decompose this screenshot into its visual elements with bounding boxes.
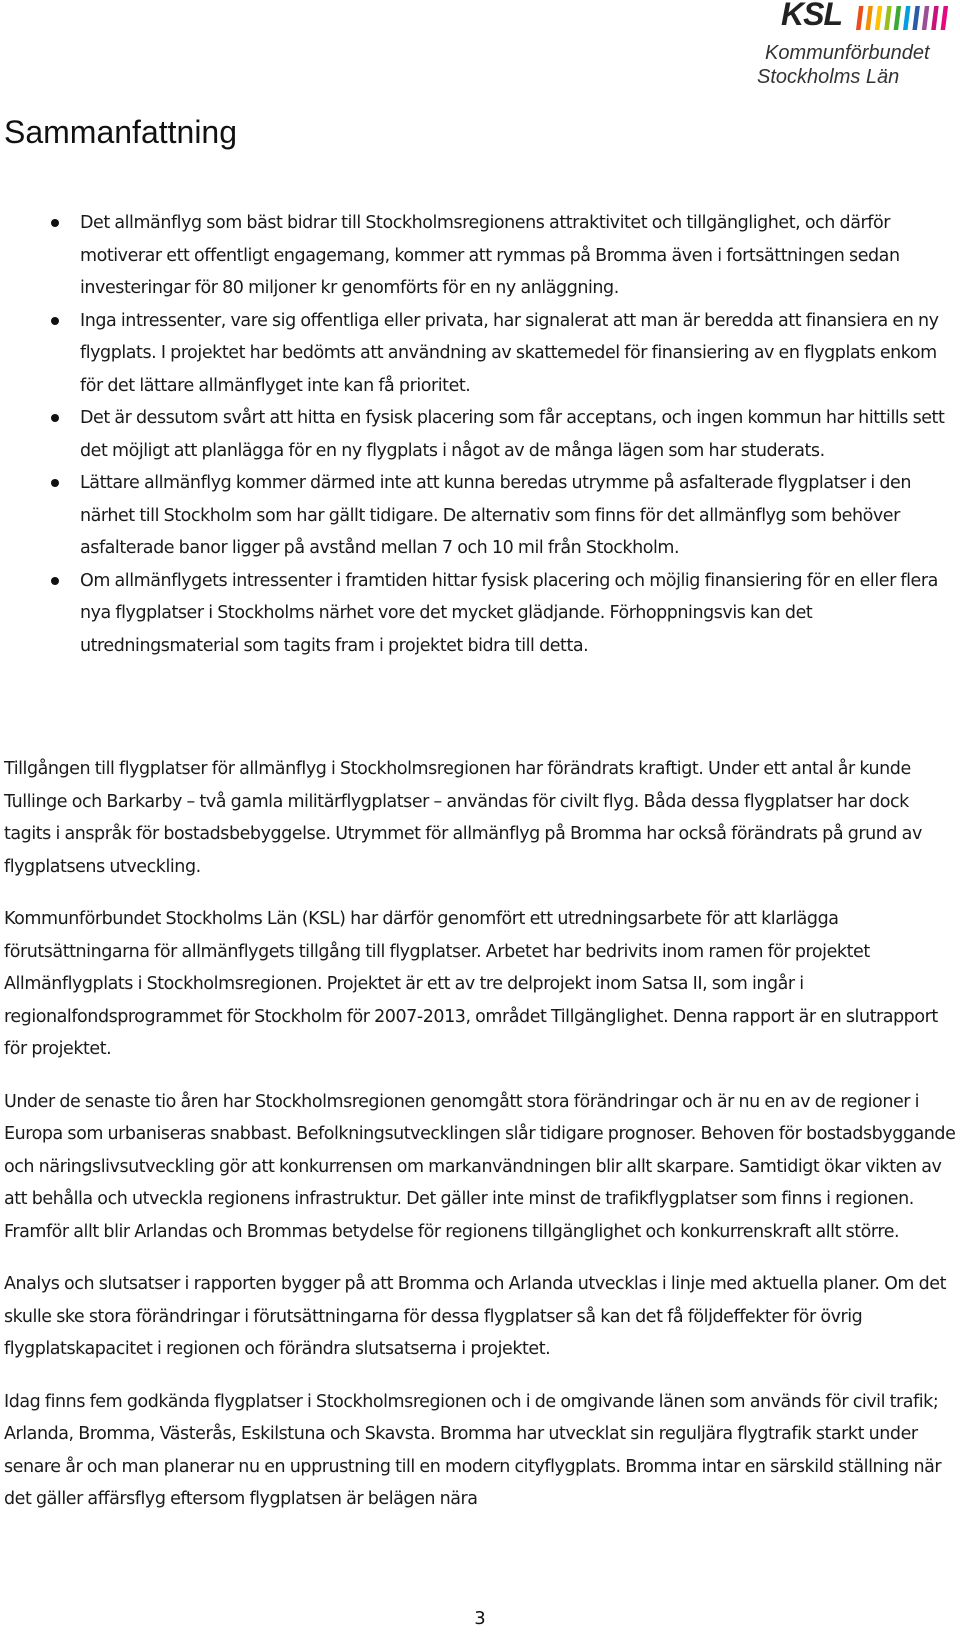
logo-stripe bbox=[922, 6, 930, 30]
logo-stripe bbox=[931, 6, 939, 30]
paragraph: Kommunförbundet Stockholms Län (KSL) har därför genomfört ett utredningsarbete för att klarlägga förutsättningarna för allmänflygets tillgång till flygplatser. Arbetet har bedrivits inom ramen för projektet Allmänflygplats i Stockholmsregionen. Projektet är ett av tre delprojekt inom Satsa II, som ingår i regionalfondsprogrammet för Stockholm för 2007-2013, området Tillgänglighet. Denna rapport är en slutrapport för projektet. bbox=[4, 909, 938, 1059]
paragraph: Analys och slutsatser i rapporten bygger på att Bromma och Arlanda utvecklas i linje med aktuella planer. Om det skulle ske stora förändringar i förutsättningarna för dessa flygplatser så kan det få följdeffekter för övrig flygplatskapacitet i regionen och förändra slutsatserna i projektet. bbox=[4, 1274, 947, 1359]
paragraph: Under de senaste tio åren har Stockholmsregionen genomgått stora förändringar och är nu en av de regioner i Europa som urbaniseras snabbast. Befolkningsutvecklingen slår tidigare prognoser. Behoven för bostadsbyggande och näringslivsutveckling gör att konkurrensen om markanvändningen blir allt skarpare. Samtidigt ökar vikten av att behålla och utveckla regionens infrastruktur. Det gäller inte minst de trafikflygplatser som finns i regionen. Framför allt blir Arlandas och Brommas betydelse för regionens tillgänglighet och konkurrenskraft allt större. bbox=[4, 1091, 956, 1242]
logo-stripe bbox=[894, 6, 902, 30]
bullet-icon bbox=[51, 317, 59, 325]
ksl-logo bbox=[757, 2, 957, 90]
logo-stripe bbox=[856, 6, 864, 30]
body-text bbox=[4, 753, 956, 1536]
page-number: 3 bbox=[474, 1608, 486, 1629]
paragraph: Tillgången till flygplatser för allmänflyg i Stockholmsregionen har förändrats kraftigt. Under ett antal år kunde Tullinge och Barkarby – två gamla militärflygplatser – användas för civilt flyg. Båda dessa flygplatser har dock tagits i anspråk för bostadsbebyggelse. Utrymmet för allmänflyg på Bromma har också förändrats på grund av flygplatsens utveckling. bbox=[4, 759, 922, 877]
logo-region-name: Stockholms Län bbox=[757, 66, 900, 88]
logo-stripe bbox=[875, 6, 883, 30]
bullet-text: Lättare allmänflyg kommer därmed inte att kunna beredas utrymme på asfalterade flygplatser i den närhet till Stockholm som har gällt tidigare. De alternativ som finns för det allmänflyg som behöver asfalterade banor ligger på avstånd mellan 7 och 10 mil från Stockholm. bbox=[80, 473, 912, 558]
logo-stripe bbox=[941, 6, 949, 30]
bullet-text: Inga intressenter, vare sig offentliga eller privata, har signalerat att man är beredda att finansiera en ny flygplats. I projektet har bedömts att användning av skattemedel för finansiering av en flygplats enkom för det lättare allmänflyget inte kan få prioritet. bbox=[80, 310, 939, 396]
bullet-text: Om allmänflygets intressenter i framtiden hittar fysisk placering och möjlig finansiering för en eller flera nya flygplatser i Stockholms närhet vore det mycket glädjande. Förhoppningsvis kan det utredningsmaterial som tagits fram i projektet bidra till detta. bbox=[80, 570, 938, 656]
bullet-item bbox=[0, 402, 960, 467]
logo-stripe bbox=[903, 6, 911, 30]
page-title: Sammanfattning bbox=[4, 114, 238, 150]
bullet-item bbox=[0, 305, 960, 403]
logo-stripe bbox=[912, 6, 920, 30]
bullet-item bbox=[0, 207, 960, 305]
paragraph: Idag finns fem godkända flygplatser i Stockholmsregionen och i de omgivande länen som används för civil trafik; Arlanda, Bromma, Västerås, Eskilstuna och Skavsta. Bromma har utvecklat sin reguljära flygtrafik starkt under senare år och man planerar nu en upprustning till en modern cityflygplats. Bromma intar en särskild ställning när det gäller affärsflyg eftersom flygplatsen är belägen nära bbox=[4, 1391, 942, 1509]
logo-org-name: Kommunförbundet bbox=[765, 42, 930, 64]
bullet-icon bbox=[51, 577, 59, 585]
logo-abbreviation: KSL bbox=[781, 0, 842, 32]
bullet-text: Det är dessutom svårt att hitta en fysisk placering som får acceptans, och ingen kommun har hittills sett det möjligt att planlägga för en ny flygplats i något av de många lägen som har studerats. bbox=[80, 408, 945, 461]
bullet-item bbox=[0, 467, 960, 565]
logo-stripes-icon bbox=[853, 6, 949, 30]
logo-stripe bbox=[884, 6, 892, 30]
bullet-item bbox=[0, 565, 960, 663]
logo-stripe bbox=[865, 6, 873, 30]
summary-bullet-list bbox=[0, 207, 960, 662]
bullet-icon bbox=[51, 219, 59, 227]
bullet-text: Det allmänflyg som bäst bidrar till Stockholmsregionens attraktivitet och tillgänglighet, och därför motiverar ett offentligt engagemang, kommer att rymmas på Bromma även i fortsättningen sedan investeringar för 80 miljoner kr genomförts för en ny anläggning. bbox=[80, 213, 900, 298]
bullet-icon bbox=[51, 414, 59, 422]
bullet-icon bbox=[51, 479, 59, 487]
